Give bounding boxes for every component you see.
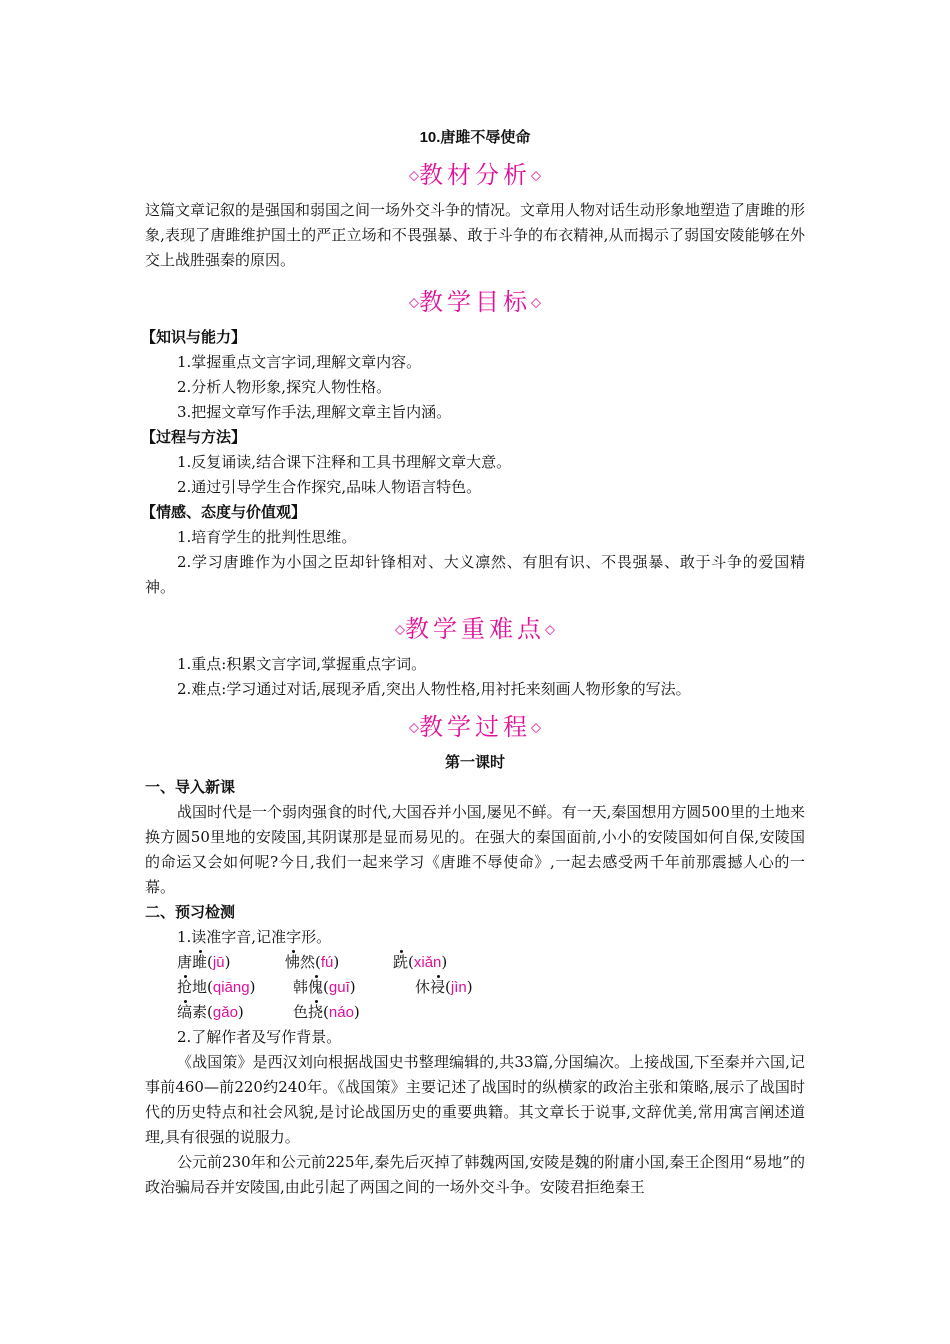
diamond-icon: ◇ [409,168,419,184]
list-item: 2.通过引导学生合作探究,品味人物语言特色。 [177,478,482,496]
process-label: 【过程与方法】 [141,429,247,446]
list-item: 1.重点:积累文言字词,掌握重点字词。 [177,655,427,673]
section-heading-analysis: ◇教材分析◇ [409,161,541,189]
pinyin-word: 缟素(gǎo) [177,1003,244,1021]
diamond-icon: ◇ [395,622,405,638]
section-heading-process: ◇教学过程◇ [409,713,541,741]
analysis-paragraph: 这篇文章记叙的是强国和弱国之间一场外交斗争的情况。文章用人物对话生动形象地塑造了唐雎的形象,表现了唐雎维护国土的严正立场和不畏强暴、敢于斗争的布衣精神,从而揭示了弱国安陵能够在外交上战胜强秦的原因。 [145,201,806,269]
pinyin-word: 怫然(fú) [285,953,340,971]
knowledge-label: 【知识与能力】 [141,329,247,346]
document-page [141,126,806,1200]
background-paragraph: 《战国策》是西汉刘向根据战国史书整理编辑的,共33篇,分国编次。上接战国,下至秦并六国,记事前460—前220约240年。《战国策》主要记述了战国时的纵横家的政治主张和策略,展示了战国时代的历史特点和社会风貌,是讨论战国历史的重要典籍。其文章长于说事,文辞优美,常用寓言阐述道理,具有很强的说服力。 [145,1053,805,1146]
background-paragraph: 公元前230年和公元前225年,秦先后灭掉了韩魏两国,安陵是魏的附庸小国,秦王企图用“易地”的政治骗局吞并安陵国,由此引起了两国之间的一场外交斗争。安陵君拒绝秦王 [145,1153,805,1196]
pinyin-word: 韩傀(guī) [293,978,356,996]
list-item: 3.把握文章写作手法,理解文章主旨内涵。 [177,403,452,421]
pinyin-word: 唐雎(jū) [177,953,231,971]
list-item: 1.掌握重点文言字词,理解文章内容。 [177,353,422,371]
part1-heading: 一、导入新课 [145,779,236,796]
list-item: 1.反复诵读,结合课下注释和工具书理解文章大意。 [177,453,512,471]
diamond-icon: ◇ [409,720,419,736]
emotion-label: 【情感、态度与价值观】 [141,504,307,521]
pinyin-row [145,1000,805,1025]
list-item: 2.学习唐雎作为小国之臣却针锋相对、大义凛然、有胆有识、不畏强暴、敢于斗争的爱国精神。 [145,553,805,596]
diamond-icon: ◇ [409,295,419,311]
pinyin-row [145,950,805,975]
part2-heading: 二、预习检测 [145,904,236,921]
part1-paragraph: 战国时代是一个弱肉强食的时代,大国吞并小国,屡见不鲜。有一天,秦国想用方圆500里的土地来换方圆50里地的安陵国,其阴谋那是显而易见的。在强大的秦国面前,小小的安陵国如何自保,安陵国的命运又会如何呢?今日,我们一起来学习《唐雎不辱使命》,一起去感受两千年前那震撼人心的一幕。 [145,803,805,896]
diamond-icon: ◇ [531,720,541,736]
pinyin-word: 跣(xiǎn) [393,953,448,971]
pinyin-word: 休祲(jìn) [415,978,473,996]
list-item: 1.培育学生的批判性思维。 [177,528,357,546]
document-title: 10.唐雎不辱使命 [419,129,531,146]
list-item: 2.了解作者及写作背景。 [177,1028,342,1046]
list-item: 2.难点:学习通过对话,展现矛盾,突出人物性格,用衬托来刻画人物形象的写法。 [177,680,691,698]
diamond-icon: ◇ [531,295,541,311]
diamond-icon: ◇ [545,622,555,638]
diamond-icon: ◇ [531,168,541,184]
pinyin-word: 色挠(náo) [293,1003,360,1021]
section-heading-keypoints: ◇教学重难点◇ [395,615,555,643]
list-item: 2.分析人物形象,探究人物性格。 [177,378,392,396]
list-item: 1.读准字音,记准字形。 [177,928,332,946]
pinyin-row [145,975,805,1000]
lesson-title: 第一课时 [444,754,505,771]
section-heading-goals: ◇教学目标◇ [409,288,541,316]
pinyin-word: 抢地(qiāng) [177,978,256,996]
